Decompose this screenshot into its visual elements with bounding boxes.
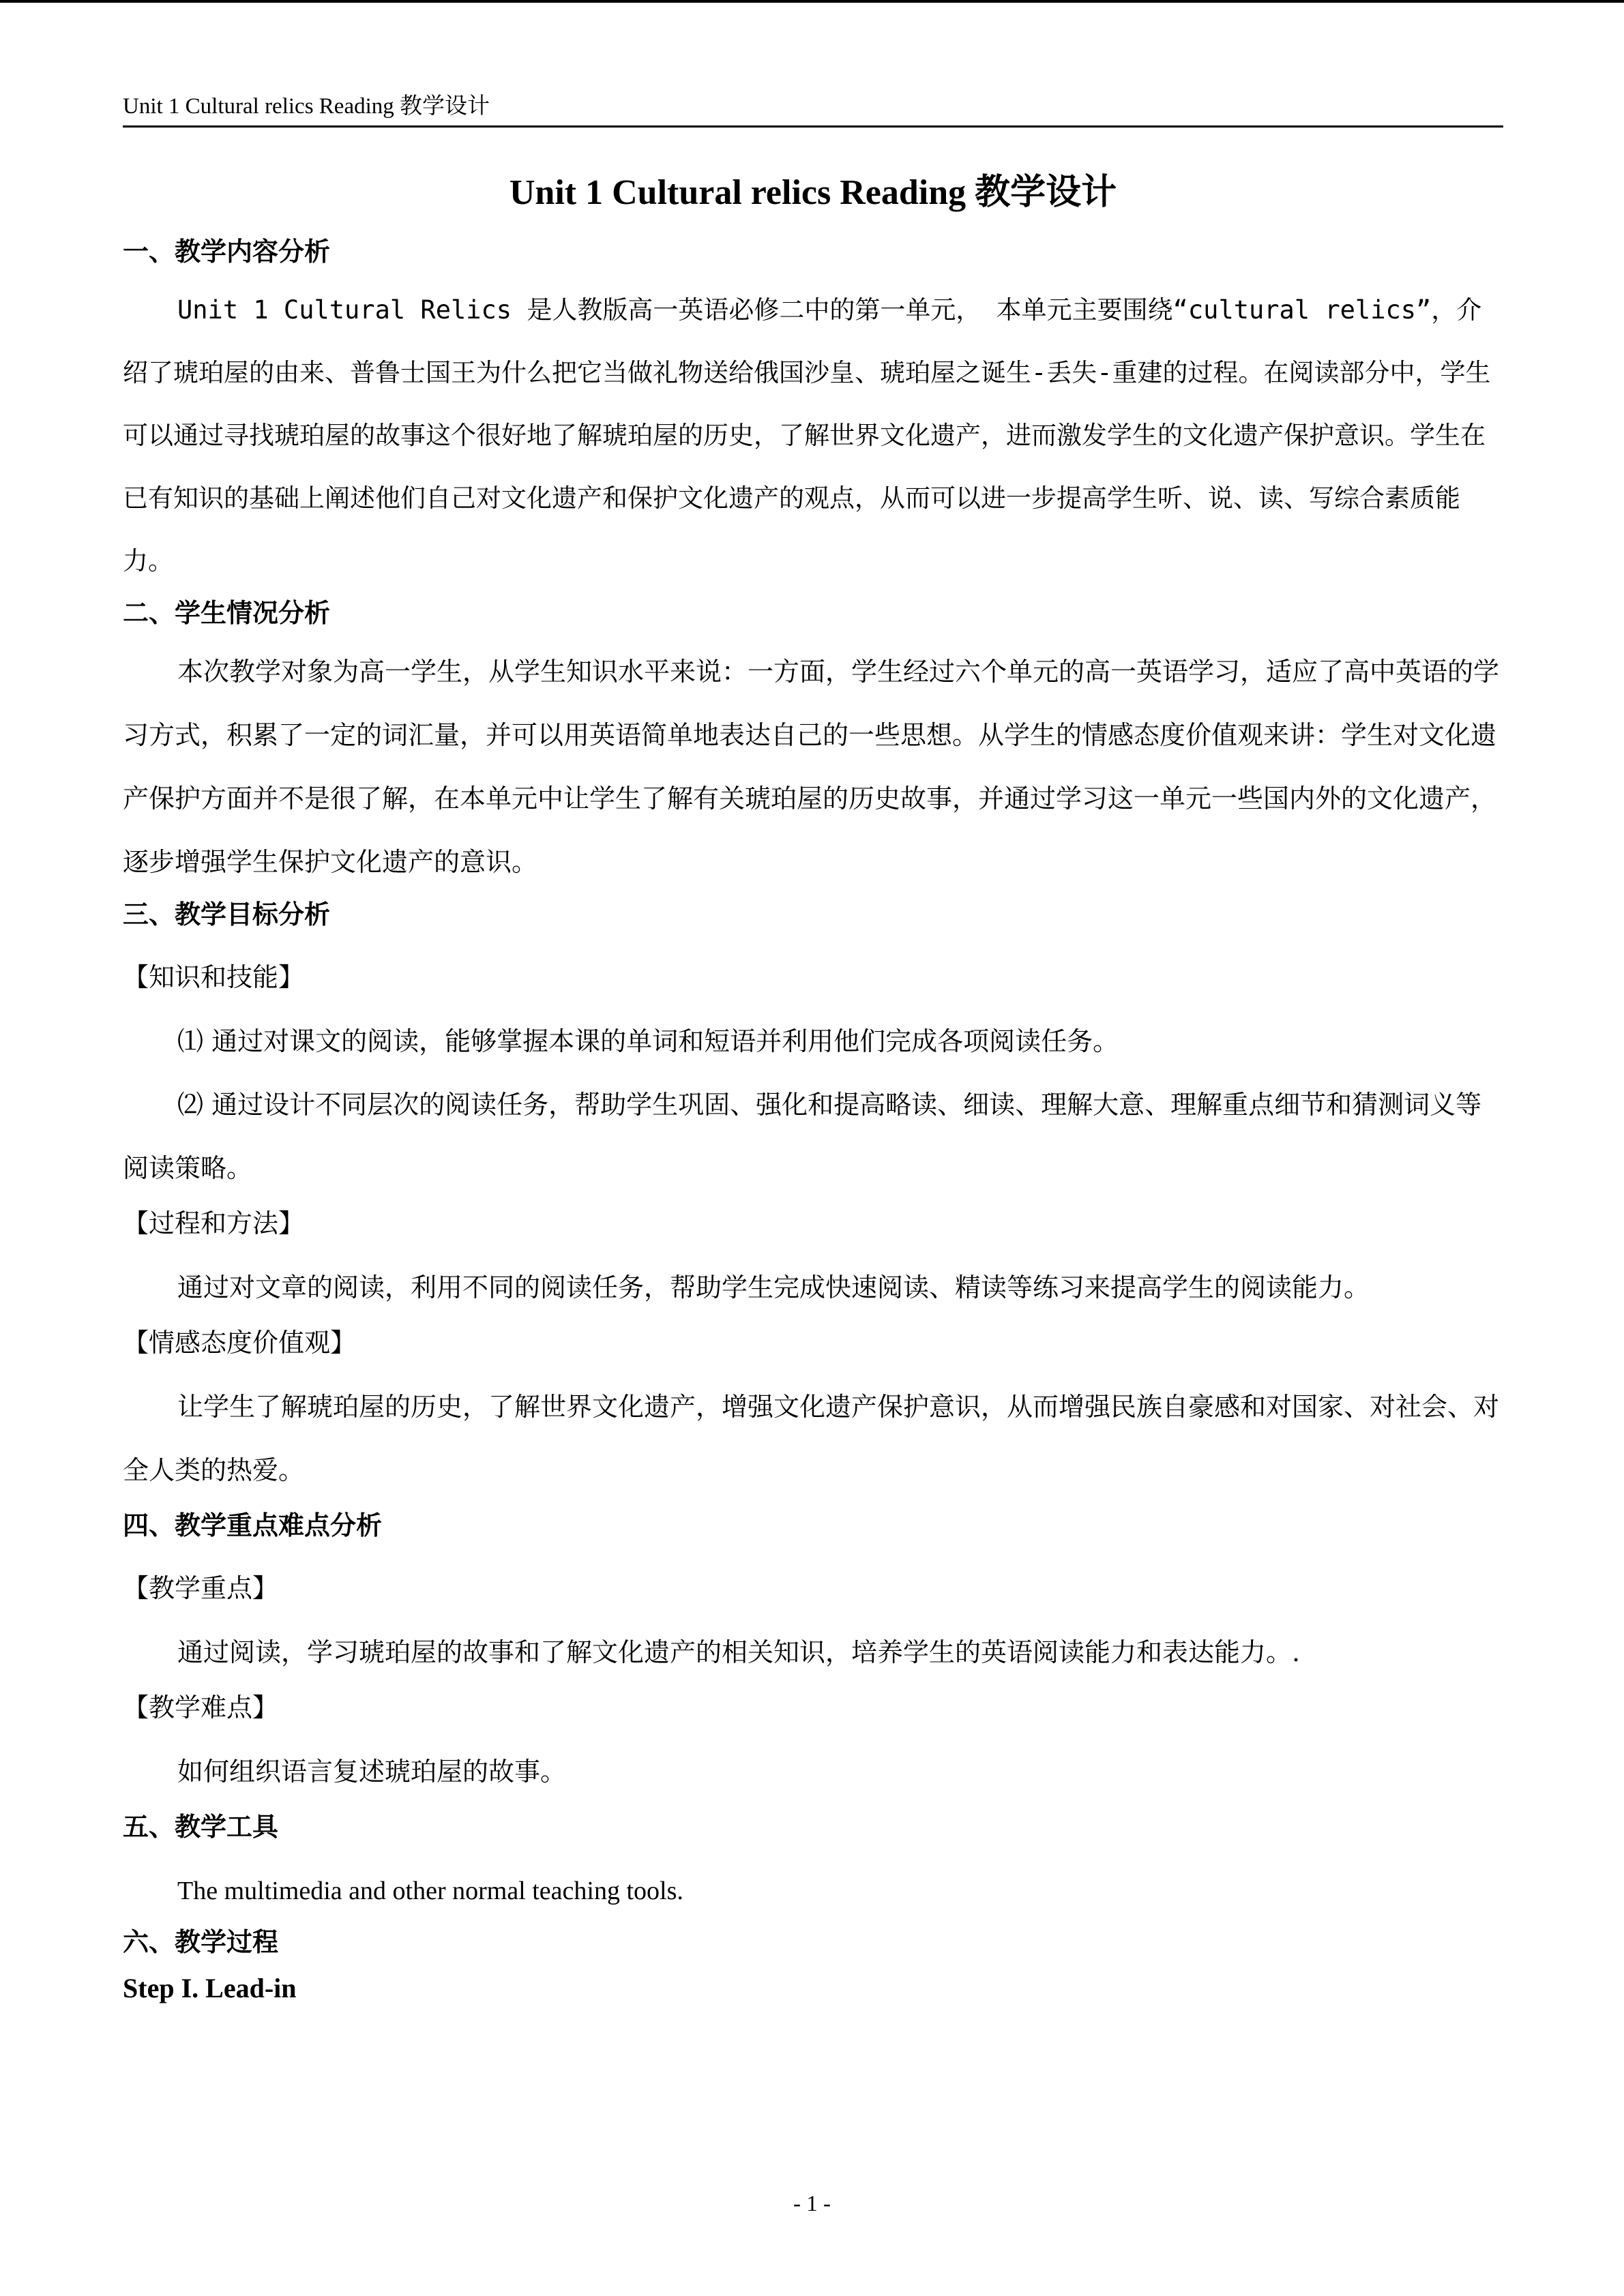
- section-heading: 六、教学过程: [123, 1926, 279, 1957]
- paragraph: 通过阅读，学习琥珀屋的故事和了解文化遗产的相关知识，培养学生的英语阅读能力和表达能力。.: [177, 1637, 1301, 1667]
- document-title: Unit 1 Cultural relics Reading 教学设计: [509, 173, 1117, 212]
- list-item: ⑵ 通过设计不同层次的阅读任务，帮助学生巩固、强化和提高略读、细读、理解大意、理解重点细节和猜测词义等阅读策略。: [123, 1090, 1482, 1183]
- section-heading: 四、教学重点难点分析: [123, 1510, 383, 1540]
- section-heading: 二、学生情况分析: [123, 597, 331, 628]
- paragraph: The multimedia and other normal teaching tools.: [177, 1877, 683, 1905]
- section-process: [123, 1923, 1503, 2008]
- section-heading: 一、教学内容分析: [123, 236, 331, 267]
- step-heading: Step I. Lead-in: [123, 1973, 297, 2003]
- page-number: - 1 -: [793, 2192, 831, 2216]
- sub-heading-emotion: 【情感态度价值观】: [123, 1328, 357, 1358]
- section-content-analysis: [123, 233, 1503, 593]
- list-item: ⑴ 通过对课文的阅读，能够掌握本课的单词和短语并利用他们完成各项阅读任务。: [177, 1026, 1119, 1056]
- section-objectives: [123, 895, 1503, 1502]
- sub-heading-key: 【教学重点】: [123, 1573, 279, 1603]
- section-key-points: [123, 1506, 1503, 1804]
- sub-heading-knowledge: 【知识和技能】: [123, 962, 305, 992]
- sub-heading-difficult: 【教学难点】: [123, 1693, 279, 1723]
- section-heading: 五、教学工具: [123, 1811, 279, 1842]
- section-tools: [123, 1808, 1503, 1923]
- paragraph: 如何组织语言复述琥珀屋的故事。: [177, 1757, 567, 1787]
- paragraph: Unit 1 Cultural Relics 是人教版高一英语必修二中的第一单元， 本单元主要围绕“cultural relics”，介绍了琥珀屋的由来、普鲁士国王为什么把它当做礼物送给俄国沙皇、琥珀屋之诞生-丢失-重建的过程。在阅读部分中，学生可以通过寻找琥珀屋的故事这个很好地了解琥珀屋的历史，了解世界文化遗产，进而激发学生的文化遗产保护意识。学生在已有知识的基础上阐述他们自己对文化遗产和保护文化遗产的观点，从而可以进一步提高学生听、说、读、写综合素质能力。: [123, 295, 1491, 576]
- document-page: [123, 87, 1503, 2008]
- running-header: Unit 1 Cultural relics Reading 教学设计: [123, 87, 1503, 128]
- sub-heading-process: 【过程和方法】: [123, 1208, 305, 1238]
- paragraph: 让学生了解琥珀屋的历史，了解世界文化遗产，增强文化遗产保护意识，从而增强民族自豪感和对国家、对社会、对全人类的热爱。: [123, 1392, 1500, 1485]
- paragraph: 通过对文章的阅读，利用不同的阅读任务，帮助学生完成快速阅读、精读等练习来提高学生的阅读能力。: [177, 1272, 1370, 1302]
- paragraph: 本次教学对象为高一学生，从学生知识水平来说：一方面，学生经过六个单元的高一英语学习，适应了高中英语的学习方式，积累了一定的词汇量，并可以用英语简单地表达自己的一些思想。从学生的情感态度价值观来讲：学生对文化遗产保护方面并不是很了解，在本单元中让学生了解有关琥珀屋的历史故事，并通过学习这一单元一些国内外的文化遗产，逐步增强学生保护文化遗产的意识。: [123, 657, 1500, 877]
- section-student-analysis: [123, 594, 1503, 894]
- page-top-border: [0, 0, 1624, 3]
- section-heading: 三、教学目标分析: [123, 899, 331, 929]
